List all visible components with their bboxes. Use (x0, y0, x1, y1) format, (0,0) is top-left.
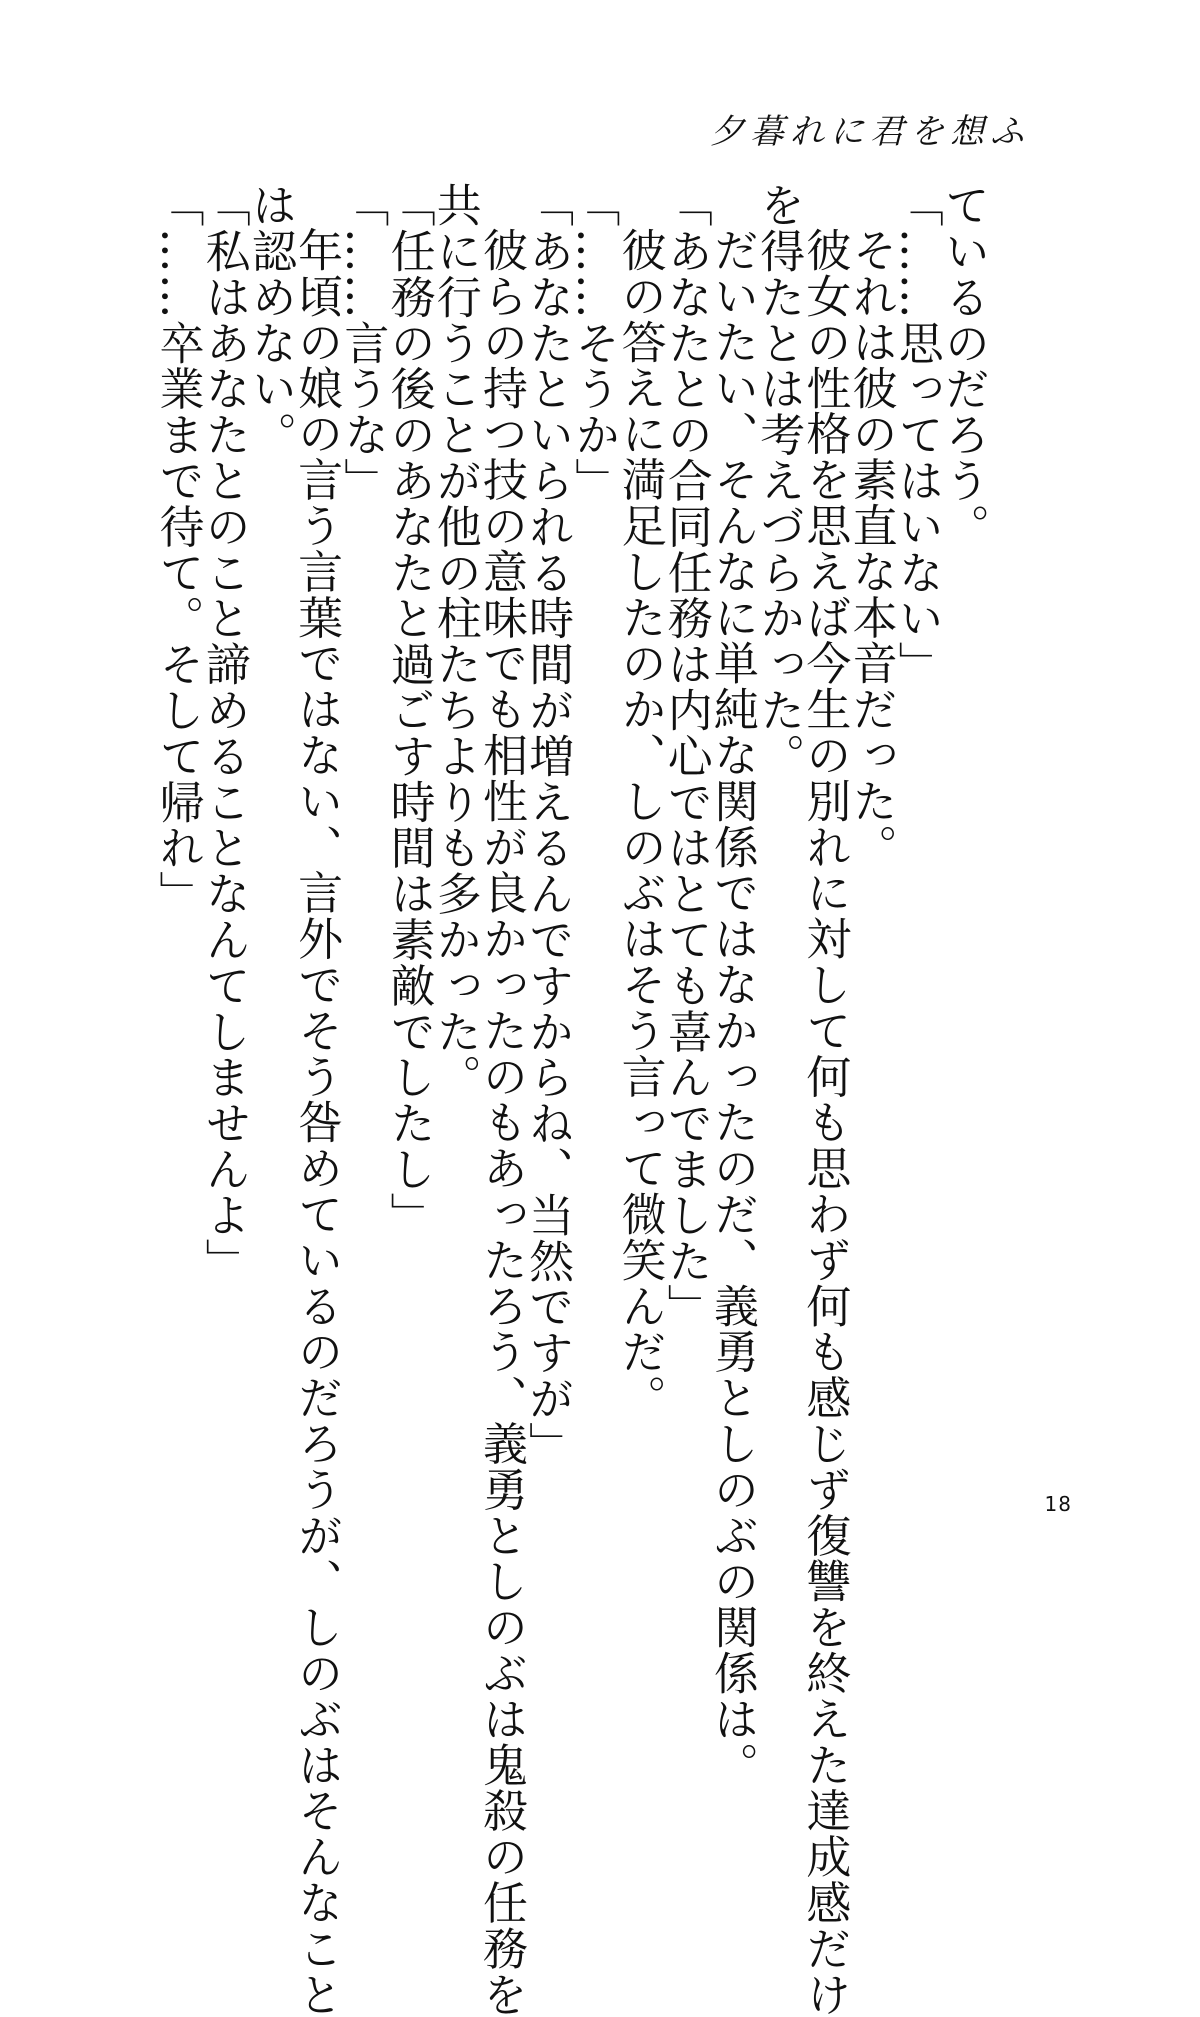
text-line: 年頃の娘の言う言葉ではない、言外でそう咎めているのだろうが、しのぶはそんなこと (290, 227, 344, 2017)
running-header-title: 夕暮れに君を想ふ (710, 112, 1030, 152)
text-line: 「あなたとの合同任務は内心ではとても喜んでました」 (659, 182, 713, 1330)
text-line: 彼の答えに満足したのか、しのぶはそう言って微笑んだ。 (613, 227, 667, 1421)
text-line: それは彼の素直な本音だった。 (844, 227, 898, 870)
text-line: 彼女の性格を思えば今生の別れに対して何も思わず何も感じず復讐を終えた達成感だけ (798, 227, 852, 2017)
text-line: ているのだろう。 (937, 182, 990, 550)
text-line: 「あなたといられる時間が増えるんですからね、当然ですが」 (521, 182, 575, 1468)
text-line: 共に行うことが他の柱たちよりも多かった。 (428, 182, 482, 1100)
text-line: 「……そうか」 (567, 182, 621, 504)
text-line: 「……思ってはいない」 (890, 182, 944, 687)
text-line: 彼らの持つ技の意味でも相性が良かったのもあったろう、義勇としのぶは鬼殺の任務を (474, 227, 528, 2017)
page-number: 18 (1044, 1492, 1072, 1516)
text-line: を得たとは考えづらかった。 (752, 182, 806, 779)
text-line: 「私はあなたとのこと諦めることなんてしませんよ」 (197, 182, 251, 1284)
text-line: だいたい、そんなに単純な関係ではなかったのだ、義勇としのぶの関係は。 (705, 227, 759, 1788)
text-line: 「……言うな」 (336, 182, 390, 504)
text-line: は認めない。 (243, 182, 297, 458)
text-line: 「……卒業まで待て。そして帰れ」 (151, 182, 205, 917)
text-line: 「任務の後のあなたと過ごす時間は素敵でしたし」 (382, 182, 436, 1238)
vertical-body-text (151, 182, 990, 2017)
